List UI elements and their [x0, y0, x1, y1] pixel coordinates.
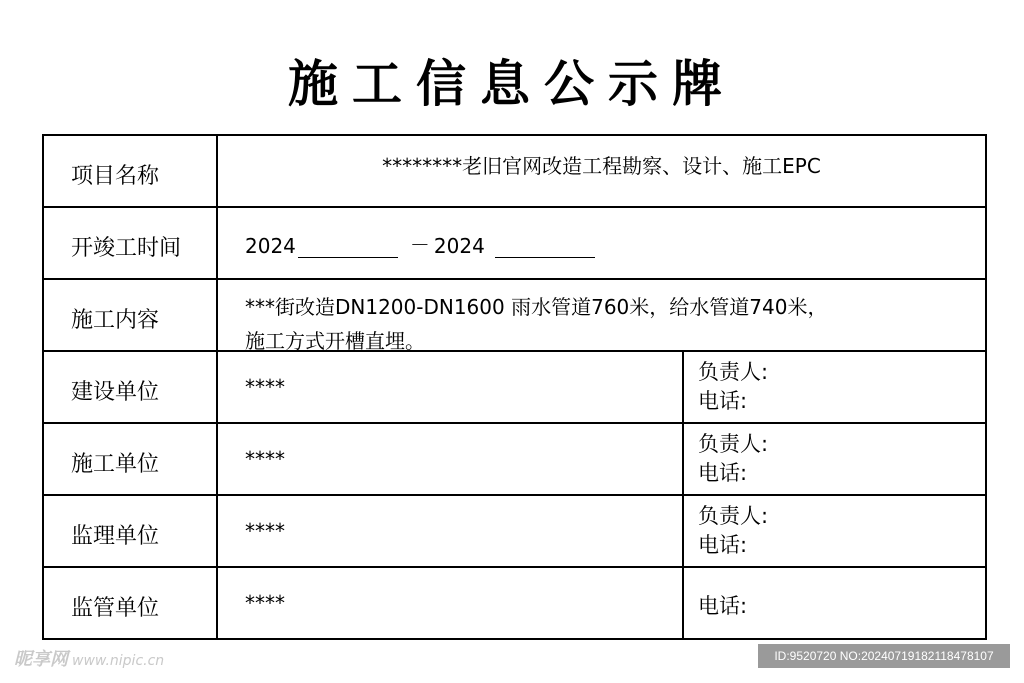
builder-value: **** [218, 352, 684, 422]
contractor-value: **** [218, 424, 684, 494]
supervisor-value: **** [218, 496, 684, 566]
watermark-id-badge: ID:9520720 NO:20240719182118478107 [758, 644, 1010, 668]
regulator-phone-label: 电话: [698, 593, 748, 618]
start-date-blank [298, 235, 398, 258]
contractor-person-label: 负责人: [698, 432, 769, 456]
content-label: 施工内容 [44, 280, 218, 350]
supervisor-contact [684, 496, 985, 566]
content-line-1: ***街改造DN1200-DN1600 雨水管道760米，给水管道740米， [245, 295, 828, 319]
builder-label: 建设单位 [44, 352, 218, 422]
content-line-2: 施工方式开槽直埋。 [245, 329, 425, 353]
builder-phone-label: 电话: [698, 389, 748, 413]
period-label: 开竣工时间 [44, 208, 218, 278]
content-value [218, 280, 985, 353]
table-row-regulator [44, 568, 985, 638]
table-row-project [44, 136, 985, 208]
watermark-brand-name: 昵享网 [14, 649, 68, 670]
table-row-contractor [44, 424, 985, 496]
project-name-value: ********老旧官网改造工程勘察、设计、施工EPC [382, 153, 821, 178]
contractor-contact [684, 424, 985, 494]
table-row-period [44, 208, 985, 280]
start-year: 2024 [245, 233, 296, 258]
info-table [42, 134, 987, 640]
regulator-label: 监管单位 [44, 568, 218, 638]
watermark-url: www.nipic.cn [72, 653, 165, 669]
period-value [218, 208, 985, 278]
supervisor-label: 监理单位 [44, 496, 218, 566]
contractor-label: 施工单位 [44, 424, 218, 494]
watermark-brand [14, 645, 164, 671]
table-row-content [44, 280, 985, 352]
page-title: 施工信息公示牌 [288, 55, 736, 113]
builder-contact [684, 352, 985, 422]
contractor-phone-label: 电话: [698, 461, 748, 485]
table-row-builder [44, 352, 985, 424]
regulator-value: **** [218, 568, 684, 638]
supervisor-person-label: 负责人: [698, 504, 769, 528]
supervisor-phone-label: 电话: [698, 533, 748, 557]
end-year: 2024 [433, 233, 485, 258]
table-row-supervisor [44, 496, 985, 568]
project-name-label: 项目名称 [44, 136, 218, 206]
end-date-blank [495, 235, 595, 258]
builder-person-label: 负责人: [698, 360, 769, 384]
regulator-contact [684, 568, 985, 638]
date-separator: － [409, 232, 430, 257]
